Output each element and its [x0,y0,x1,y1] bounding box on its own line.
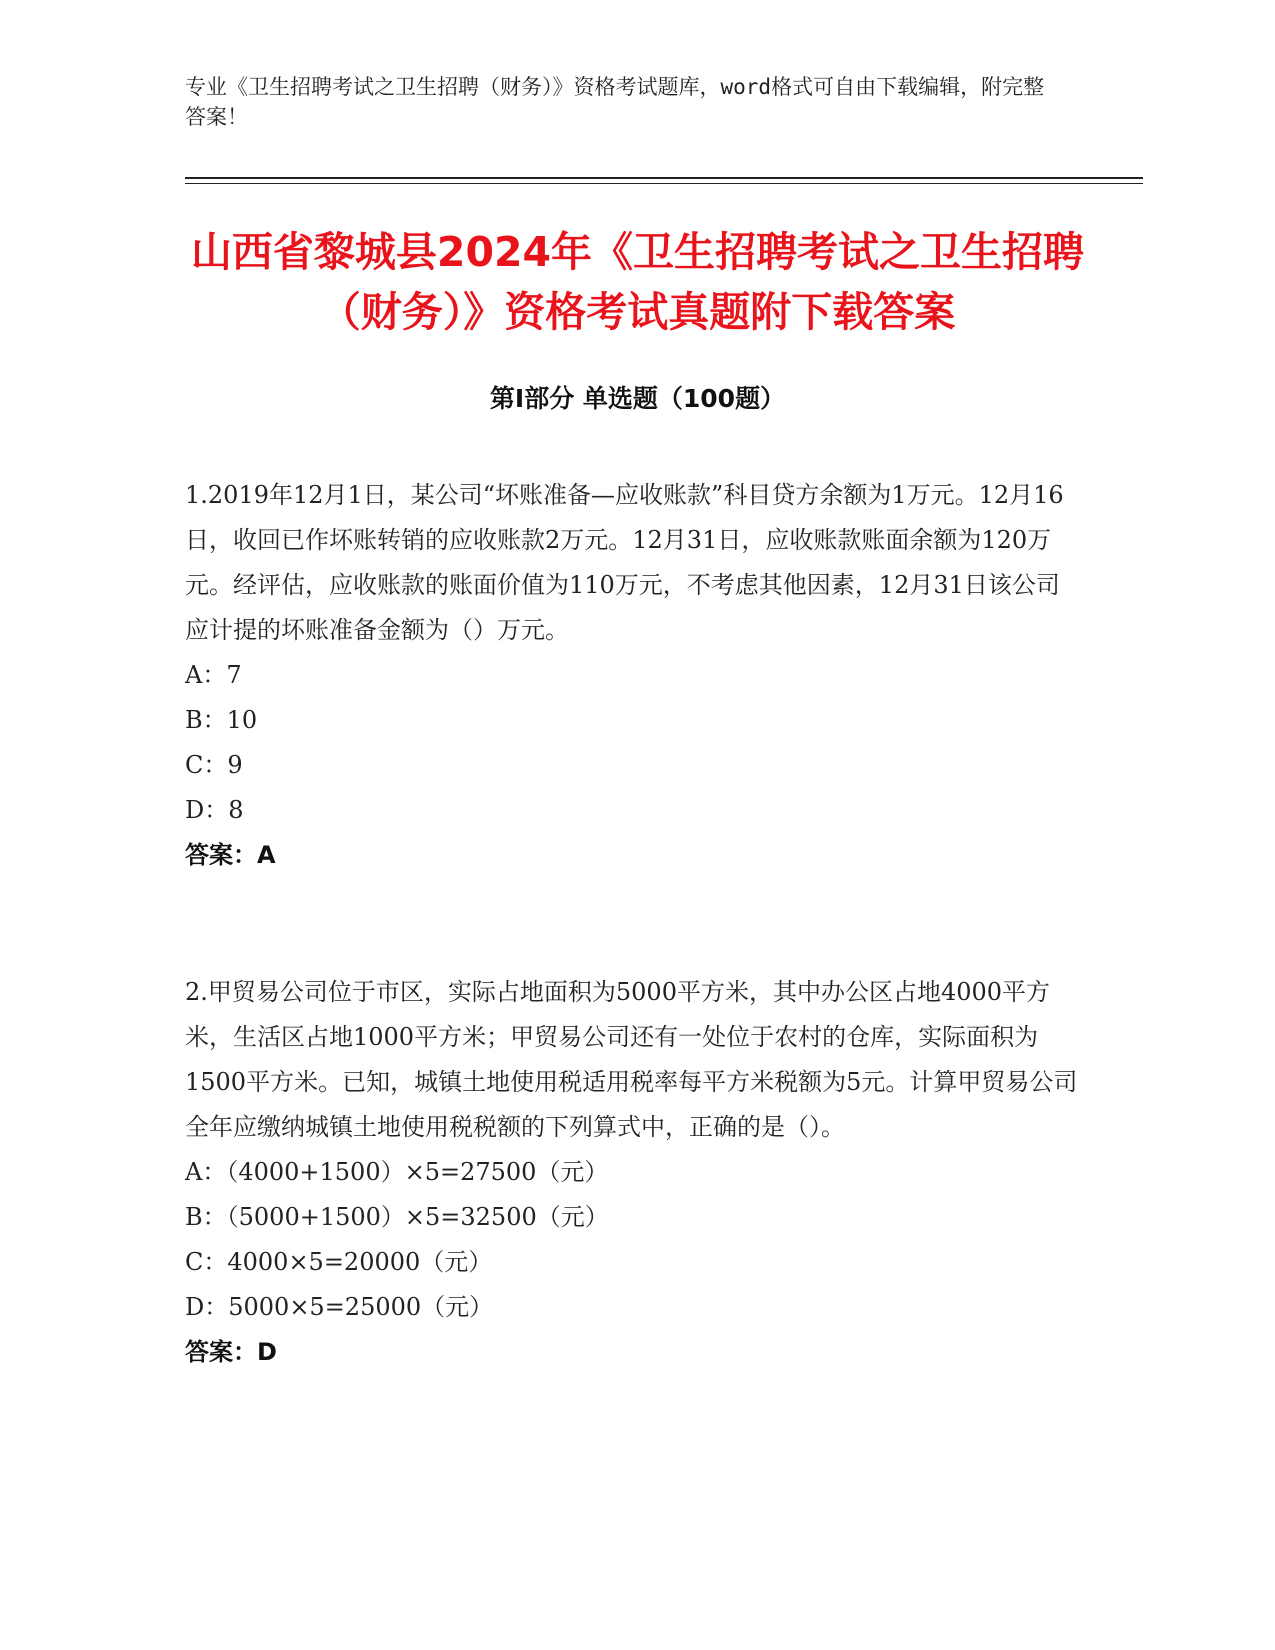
section-title: 第I部分 单选题（100题） [489,384,786,413]
option-b: B：10 [185,706,258,734]
option-c: C：4000×5=20000（元） [185,1248,493,1276]
answer: 答案：A [185,841,276,869]
question-2 [185,970,1080,1374]
option-a: A：7 [185,661,242,689]
option-c: C：9 [185,751,243,779]
document-title: 山西省黎城县2024年《卫生招聘考试之卫生招聘（财务）》资格考试真题附下载答案 [190,228,1085,336]
question-1 [185,473,1080,877]
option-a: A：（4000+1500）×5=27500（元） [185,1158,609,1186]
header-rule-thick [185,177,1143,179]
answer: 答案：D [185,1338,277,1366]
option-d: D：5000×5=25000（元） [185,1293,494,1321]
header-rule-thin [185,183,1143,184]
question-text: 1.2019年12月1日，某公司“坏账准备—应收账款”科目贷方余额为1万元。12月16日，收回已作坏账转销的应收账款2万元。12月31日，应收账款账面余额为120万元。经评估，应收账款的账面价值为110万元，不考虑其他因素，12月31日该公司应计提的坏账准备金额为（）万元。 [185,481,1064,644]
option-d: D：8 [185,796,244,824]
header-note: 专业《卫生招聘考试之卫生招聘（财务）》资格考试题库，word格式可自由下载编辑，附完整答案！ [185,75,1045,129]
question-text: 2.甲贸易公司位于市区，实际占地面积为5000平方米，其中办公区占地4000平方米，生活区占地1000平方米；甲贸易公司还有一处位于农村的仓库，实际面积为1500平方米。已知，城镇土地使用税适用税率每平方米税额为5元。计算甲贸易公司全年应缴纳城镇土地使用税税额的下列算式中，正确的是（）。 [185,978,1078,1141]
option-b: B：（5000+1500）×5=32500（元） [185,1203,609,1231]
